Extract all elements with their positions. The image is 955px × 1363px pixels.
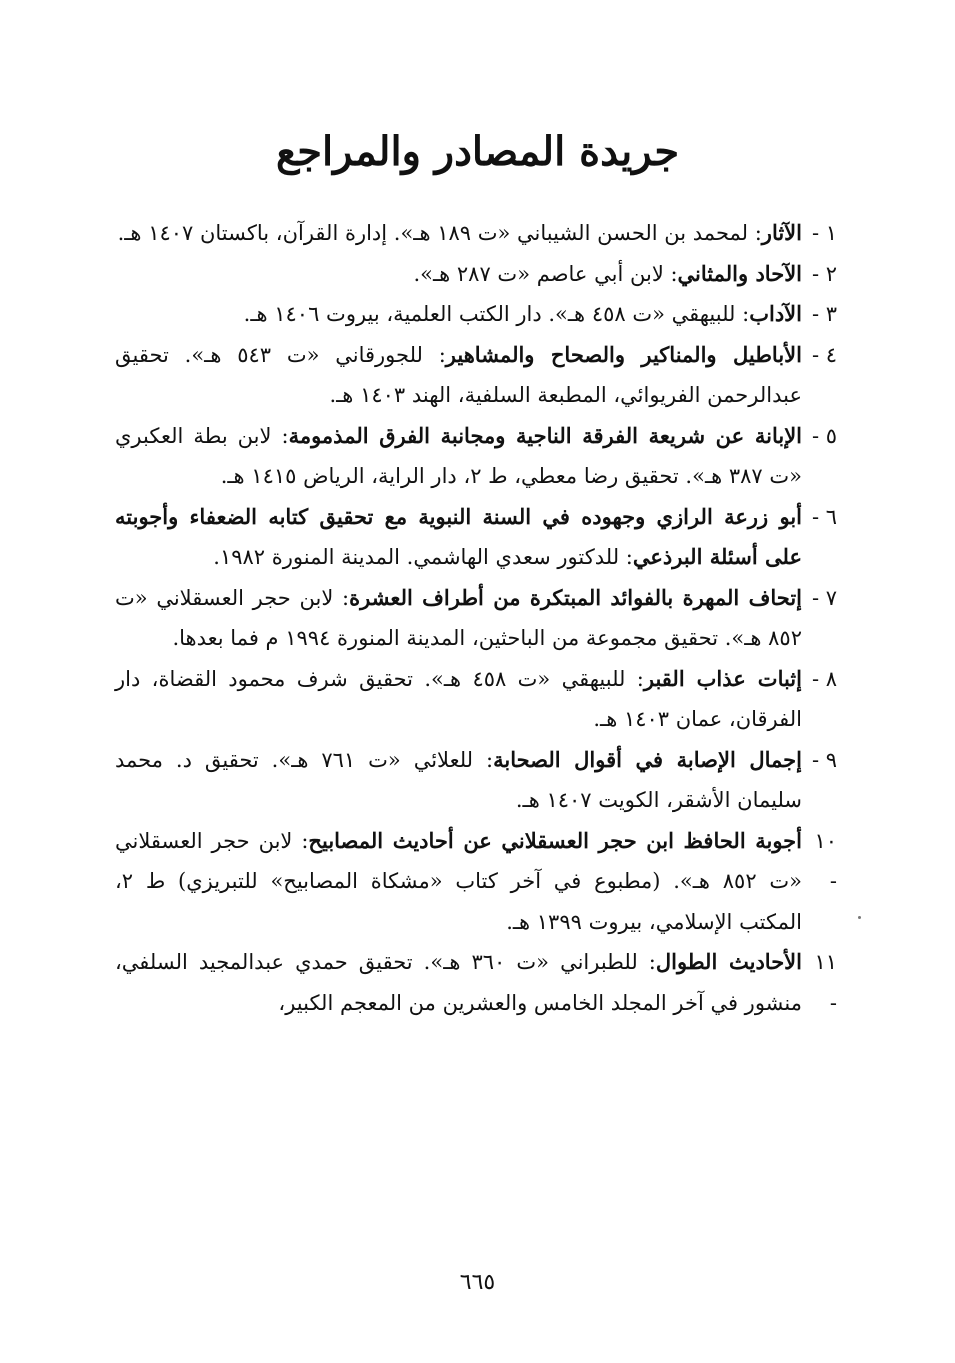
bibliography-entry	[115, 213, 837, 254]
entry-details: : لابن أبي عاصم «ت ٢٨٧ هـ».	[413, 261, 678, 286]
entry-details: : للعلائي «ت ٧٦١ هـ». تحقيق د. محمد سليمان الأشقر، الكويت ١٤٠٧ هـ.	[115, 747, 802, 812]
bibliography-entry	[115, 578, 837, 659]
entry-details: : لابن بطة العكبري «ت ٣٨٧ هـ». تحقيق رضا معطي، ط ٢، دار الراية، الرياض ١٤١٥ هـ.	[115, 423, 802, 488]
bibliography-entry	[115, 416, 837, 497]
entry-number: ٥ -	[811, 423, 837, 448]
entry-number: ٦ -	[811, 504, 837, 529]
bibliography-entry	[115, 335, 837, 416]
entry-number: ١٠ -	[814, 828, 837, 893]
bibliography-entry	[115, 659, 837, 740]
book-title: إجمال الإصابة في أقوال الصحابة	[493, 746, 802, 772]
entry-number: ٤ -	[811, 342, 837, 367]
book-title: إتحاف المهرة بالفوائد المبتكرة من أطراف العشرة	[349, 584, 802, 610]
book-title: أجوبة الحافظ ابن حجر العسقلاني عن أحاديث المصابيح	[308, 827, 802, 853]
bibliography-list	[115, 213, 837, 1023]
entry-details: : لابن حجر العسقلاني «ت ٨٥٢ هـ». تحقيق مجموعة من الباحثين، المدينة المنورة ١٩٩٤ م فما بعدها.	[115, 585, 802, 650]
book-title: الآداب	[749, 301, 802, 326]
scan-speck	[858, 916, 861, 919]
entry-number: ٩ -	[811, 747, 837, 772]
bibliography-entry	[115, 294, 837, 335]
entry-number: ٢ -	[811, 261, 837, 286]
entry-number: ١ -	[811, 221, 837, 245]
entry-number: ٧ -	[811, 585, 837, 610]
bibliography-entry	[115, 254, 837, 295]
entry-details: : للبيهقي «ت ٤٥٨ هـ». تحقيق شرف محمود القضاة، دار الفرقان، عمان ١٤٠٣ هـ.	[115, 666, 802, 731]
book-title: الإبانة عن شريعة الفرقة الناجية ومجانبة الفرق المذمومة	[288, 422, 803, 448]
book-title: الآثار	[761, 220, 802, 245]
page-number: ٦٦٥	[459, 1270, 496, 1295]
book-title: أبو زرعة الرازي وجهوده في السنة النبوية مع تحقيق كتابه الضعفاء وأجوبته على أسئلة البرذعي	[115, 503, 802, 569]
entry-details: : لمحمد بن الحسن الشيباني «ت ١٨٩ هـ». إدارة القرآن، باكستان ١٤٠٧ هـ.	[117, 221, 762, 245]
bibliography-entry	[115, 942, 837, 1023]
entry-details: : للطبراني «ت ٣٦٠ هـ». تحقيق حمدي عبدالمجيد السلفي، منشور في آخر المجلد الخامس والعشرين من المعجم الكبير،	[115, 950, 802, 1015]
page-title: جريدة المصادر والمراجع	[275, 128, 680, 175]
book-title: الآحاد والمثاني	[677, 260, 802, 286]
book-title: الأباطيل والمناكير والصحاح والمشاهير	[445, 341, 802, 367]
bibliography-entry	[115, 740, 837, 821]
entry-details: : لابن حجر العسقلاني «ت ٨٥٢ هـ». (مطبوع في آخر كتاب «مشكاة المصابيح» للتبريزي) ط ٢، المكتب الإسلامي، بيروت ١٣٩٩ هـ.	[115, 828, 803, 934]
bibliography-entry	[115, 821, 837, 943]
entry-number: ٣ -	[811, 302, 837, 326]
bibliography-entry	[115, 497, 837, 578]
book-title: إثبات عذاب القبر	[643, 665, 802, 691]
entry-number: ٨ -	[811, 666, 837, 691]
entry-details: : للدكتور سعدي الهاشمي. المدينة المنورة ١٩٨٢.	[213, 545, 633, 569]
entry-details: : للبيهقي «ت ٤٥٨ هـ». دار الكتب العلمية، بيروت ١٤٠٦ هـ.	[243, 302, 750, 326]
entry-details: : للجورقاني «ت ٥٤٣ هـ». تحقيق عبدالرحمن الفريوائي، المطبعة السلفية، الهند ١٤٠٣ هـ.	[115, 342, 802, 407]
book-title: الأحاديث الطوال	[655, 949, 802, 974]
entry-number: ١١ -	[814, 950, 837, 1015]
